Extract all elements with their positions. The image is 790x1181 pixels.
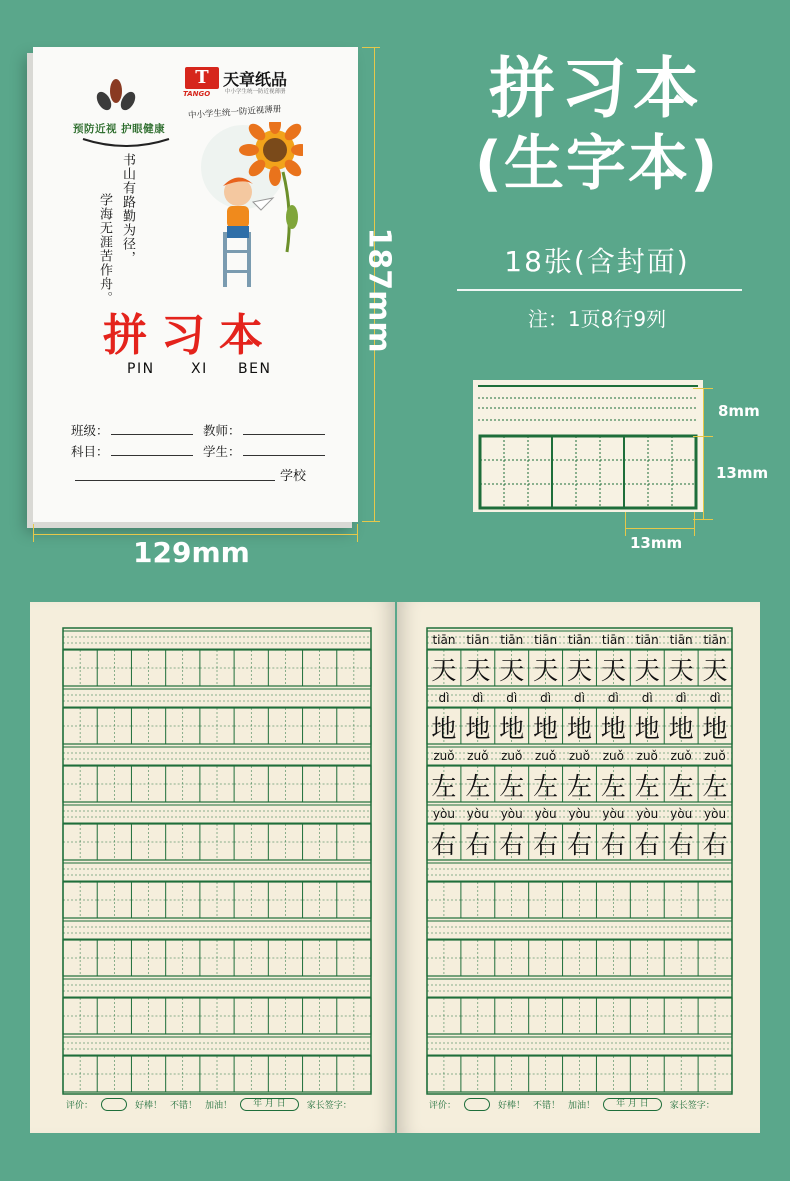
pinyin-text: yòu <box>636 807 659 821</box>
class-label: 班级： <box>71 423 109 438</box>
practice-char: 地 <box>465 714 491 743</box>
cover-pinyin-2: XI <box>191 361 208 377</box>
practice-char: 左 <box>499 772 525 801</box>
width-dimension-cap-right <box>357 524 358 542</box>
school-field[interactable] <box>75 480 275 481</box>
practice-char: 地 <box>566 714 593 743</box>
pinyin-text: tiān <box>568 633 591 647</box>
practice-char: 左 <box>465 772 491 801</box>
open-notebook <box>30 602 760 1133</box>
sample-dimension-cap-bottom <box>693 519 713 520</box>
practice-char: 天 <box>600 656 626 685</box>
brand-logo-icon: T <box>185 67 219 89</box>
pinyin-text: yòu <box>670 807 693 821</box>
pinyin-text: zuǒ <box>704 749 726 763</box>
width-dimension-line <box>33 534 358 535</box>
left-page-grid <box>30 602 395 1133</box>
ok-label: 不错！ <box>533 1101 561 1111</box>
headline <box>447 50 747 200</box>
practice-char: 天 <box>634 656 660 685</box>
pinyin-text: dì <box>540 691 552 705</box>
right-page-footer <box>429 1098 715 1111</box>
practice-char: 天 <box>431 656 457 685</box>
cheer-label: 加油！ <box>205 1101 233 1111</box>
height-dimension-label: 187mm <box>361 227 397 353</box>
practice-char: 右 <box>668 830 694 859</box>
pinyin-text: yòu <box>534 807 557 821</box>
sample-dimension-line <box>703 388 704 520</box>
practice-char: 天 <box>465 656 491 685</box>
practice-char: 左 <box>533 772 559 801</box>
practice-char: 地 <box>499 714 525 743</box>
notebook-cover <box>33 47 358 522</box>
subject-field[interactable] <box>71 442 193 460</box>
grid-frame <box>63 628 371 1094</box>
class-field[interactable] <box>71 421 193 439</box>
pinyin-text: yòu <box>432 807 455 821</box>
practice-char: 天 <box>499 656 525 685</box>
practice-char: 右 <box>634 830 660 859</box>
brand-sub: TANGO <box>183 90 211 98</box>
left-page-footer <box>66 1098 352 1111</box>
height-dimension-cap-bottom <box>362 521 380 522</box>
practice-char: 左 <box>668 772 694 801</box>
right-page-grid <box>397 602 760 1133</box>
poem-line-2: 学海无涯苦作舟。 <box>97 193 112 305</box>
height-dimension-cap-top <box>362 47 380 48</box>
pinyin-text: dì <box>709 691 721 705</box>
cover-pinyin-3: BEN <box>238 361 272 377</box>
grid-sample-drawing <box>473 380 703 512</box>
teacher-label: 教师： <box>203 423 241 438</box>
parent-sign-label: 家长签字： <box>669 1101 715 1111</box>
practice-char: 右 <box>431 830 457 859</box>
school-label: 学校 <box>280 469 307 484</box>
pinyin-text: dì <box>675 691 687 705</box>
practice-char: 右 <box>566 830 593 859</box>
char-row-height-label: 13mm <box>716 464 769 482</box>
practice-char: 右 <box>702 830 728 859</box>
practice-char: 天 <box>702 656 728 685</box>
leaf-logo-icon <box>91 77 141 117</box>
cover-slogan: 预防近视 护眼健康 <box>73 123 166 135</box>
pinyin-text: zuǒ <box>534 749 557 763</box>
brand-name: 天章纸品 <box>223 70 288 89</box>
pinyin-text: yòu <box>602 807 625 821</box>
pinyin-text: zuǒ <box>602 749 625 763</box>
comment-label: 评价： <box>66 1101 94 1111</box>
pinyin-row-height-label: 8mm <box>718 402 760 420</box>
pinyin-text: zuǒ <box>568 749 591 763</box>
cover-subtitle: 中小学生统一防近视薄册 <box>187 104 282 121</box>
subject-label: 科目： <box>71 444 109 459</box>
comment-box[interactable] <box>464 1098 490 1111</box>
practice-char: 左 <box>566 772 593 801</box>
pinyin-text: tiān <box>500 633 524 647</box>
pinyin-text: yòu <box>568 807 591 821</box>
brand-tag: 中小学生统一防近视薄册 <box>225 89 286 95</box>
char-width-cap-right <box>694 512 695 536</box>
width-dimension-cap-left <box>33 524 34 542</box>
cover-title: 拼习本 <box>103 310 277 361</box>
smile-arc-icon <box>81 137 171 151</box>
practice-char: 右 <box>465 830 491 859</box>
cover-pinyin-1: PIN <box>127 361 155 377</box>
char-width-dimension-line <box>625 528 695 529</box>
comment-label: 评价： <box>429 1101 457 1111</box>
pinyin-text: zuǒ <box>670 749 692 763</box>
pinyin-text: dì <box>506 691 518 705</box>
pinyin-text: zuǒ <box>467 749 489 763</box>
grid-sample <box>473 380 703 512</box>
pinyin-text: zuǒ <box>501 749 523 763</box>
cheer-label: 加油！ <box>568 1101 596 1111</box>
divider <box>457 289 742 291</box>
practice-char: 地 <box>600 714 626 743</box>
comment-box[interactable] <box>101 1098 127 1111</box>
pinyin-text: dì <box>574 691 585 705</box>
char-width-label: 13mm <box>630 534 683 552</box>
pinyin-text: zuǒ <box>433 749 455 763</box>
good-label: 好棒！ <box>498 1101 526 1111</box>
headline-title: 拼习本 <box>489 50 705 127</box>
practice-char: 地 <box>533 714 559 743</box>
headline-subtitle: (生字本) <box>474 129 720 199</box>
pinyin-text: yòu <box>466 807 489 821</box>
practice-char: 天 <box>566 656 593 685</box>
practice-char: 地 <box>634 714 660 743</box>
layout-note: 注：1页8行9列 <box>527 307 667 331</box>
practice-char: 天 <box>533 656 559 685</box>
practice-char: 左 <box>431 772 457 801</box>
pinyin-text: dì <box>438 691 450 705</box>
pinyin-text: zuǒ <box>636 749 658 763</box>
pinyin-text: tiān <box>703 633 727 647</box>
left-page <box>30 602 395 1133</box>
pinyin-text: dì <box>607 691 619 705</box>
width-dimension-label: 129mm <box>133 536 250 569</box>
practice-char: 天 <box>668 656 694 685</box>
practice-char: 地 <box>431 714 457 743</box>
pinyin-text: tiān <box>635 633 659 647</box>
student-label: 学生： <box>203 444 241 459</box>
right-page <box>397 602 760 1133</box>
practice-char: 左 <box>600 772 626 801</box>
date-box[interactable]: 年 月 日 <box>603 1098 662 1111</box>
practice-char: 右 <box>533 830 559 859</box>
practice-char: 地 <box>668 714 694 743</box>
sample-dimension-cap-mid <box>693 436 713 437</box>
good-label: 好棒！ <box>135 1101 163 1111</box>
boy-with-sunflower-illustration <box>183 122 303 287</box>
teacher-field[interactable] <box>203 421 325 439</box>
pinyin-text: yòu <box>704 807 727 821</box>
practice-char: 左 <box>634 772 660 801</box>
pinyin-text: tiān <box>601 633 625 647</box>
pinyin-text: tiān <box>669 633 693 647</box>
pinyin-text: dì <box>641 691 653 705</box>
sample-dimension-cap-top <box>693 388 713 389</box>
practice-char: 右 <box>499 830 525 859</box>
parent-sign-label: 家长签字： <box>306 1101 352 1111</box>
practice-char: 左 <box>702 772 728 801</box>
practice-char: 地 <box>702 714 728 743</box>
ok-label: 不错！ <box>170 1101 198 1111</box>
pinyin-text: dì <box>472 691 484 705</box>
practice-char: 右 <box>600 830 626 859</box>
pinyin-text: tiān <box>466 633 490 647</box>
pinyin-text: yòu <box>500 807 523 821</box>
poem-line-1: 书山有路勤为径， <box>120 153 135 265</box>
char-width-cap-left <box>625 512 626 536</box>
date-box[interactable]: 年 月 日 <box>240 1098 299 1111</box>
pinyin-text: tiān <box>432 633 456 647</box>
sheet-count: 18张(含封面) <box>504 245 690 278</box>
student-field[interactable] <box>203 442 325 460</box>
pinyin-text: tiān <box>534 633 558 647</box>
